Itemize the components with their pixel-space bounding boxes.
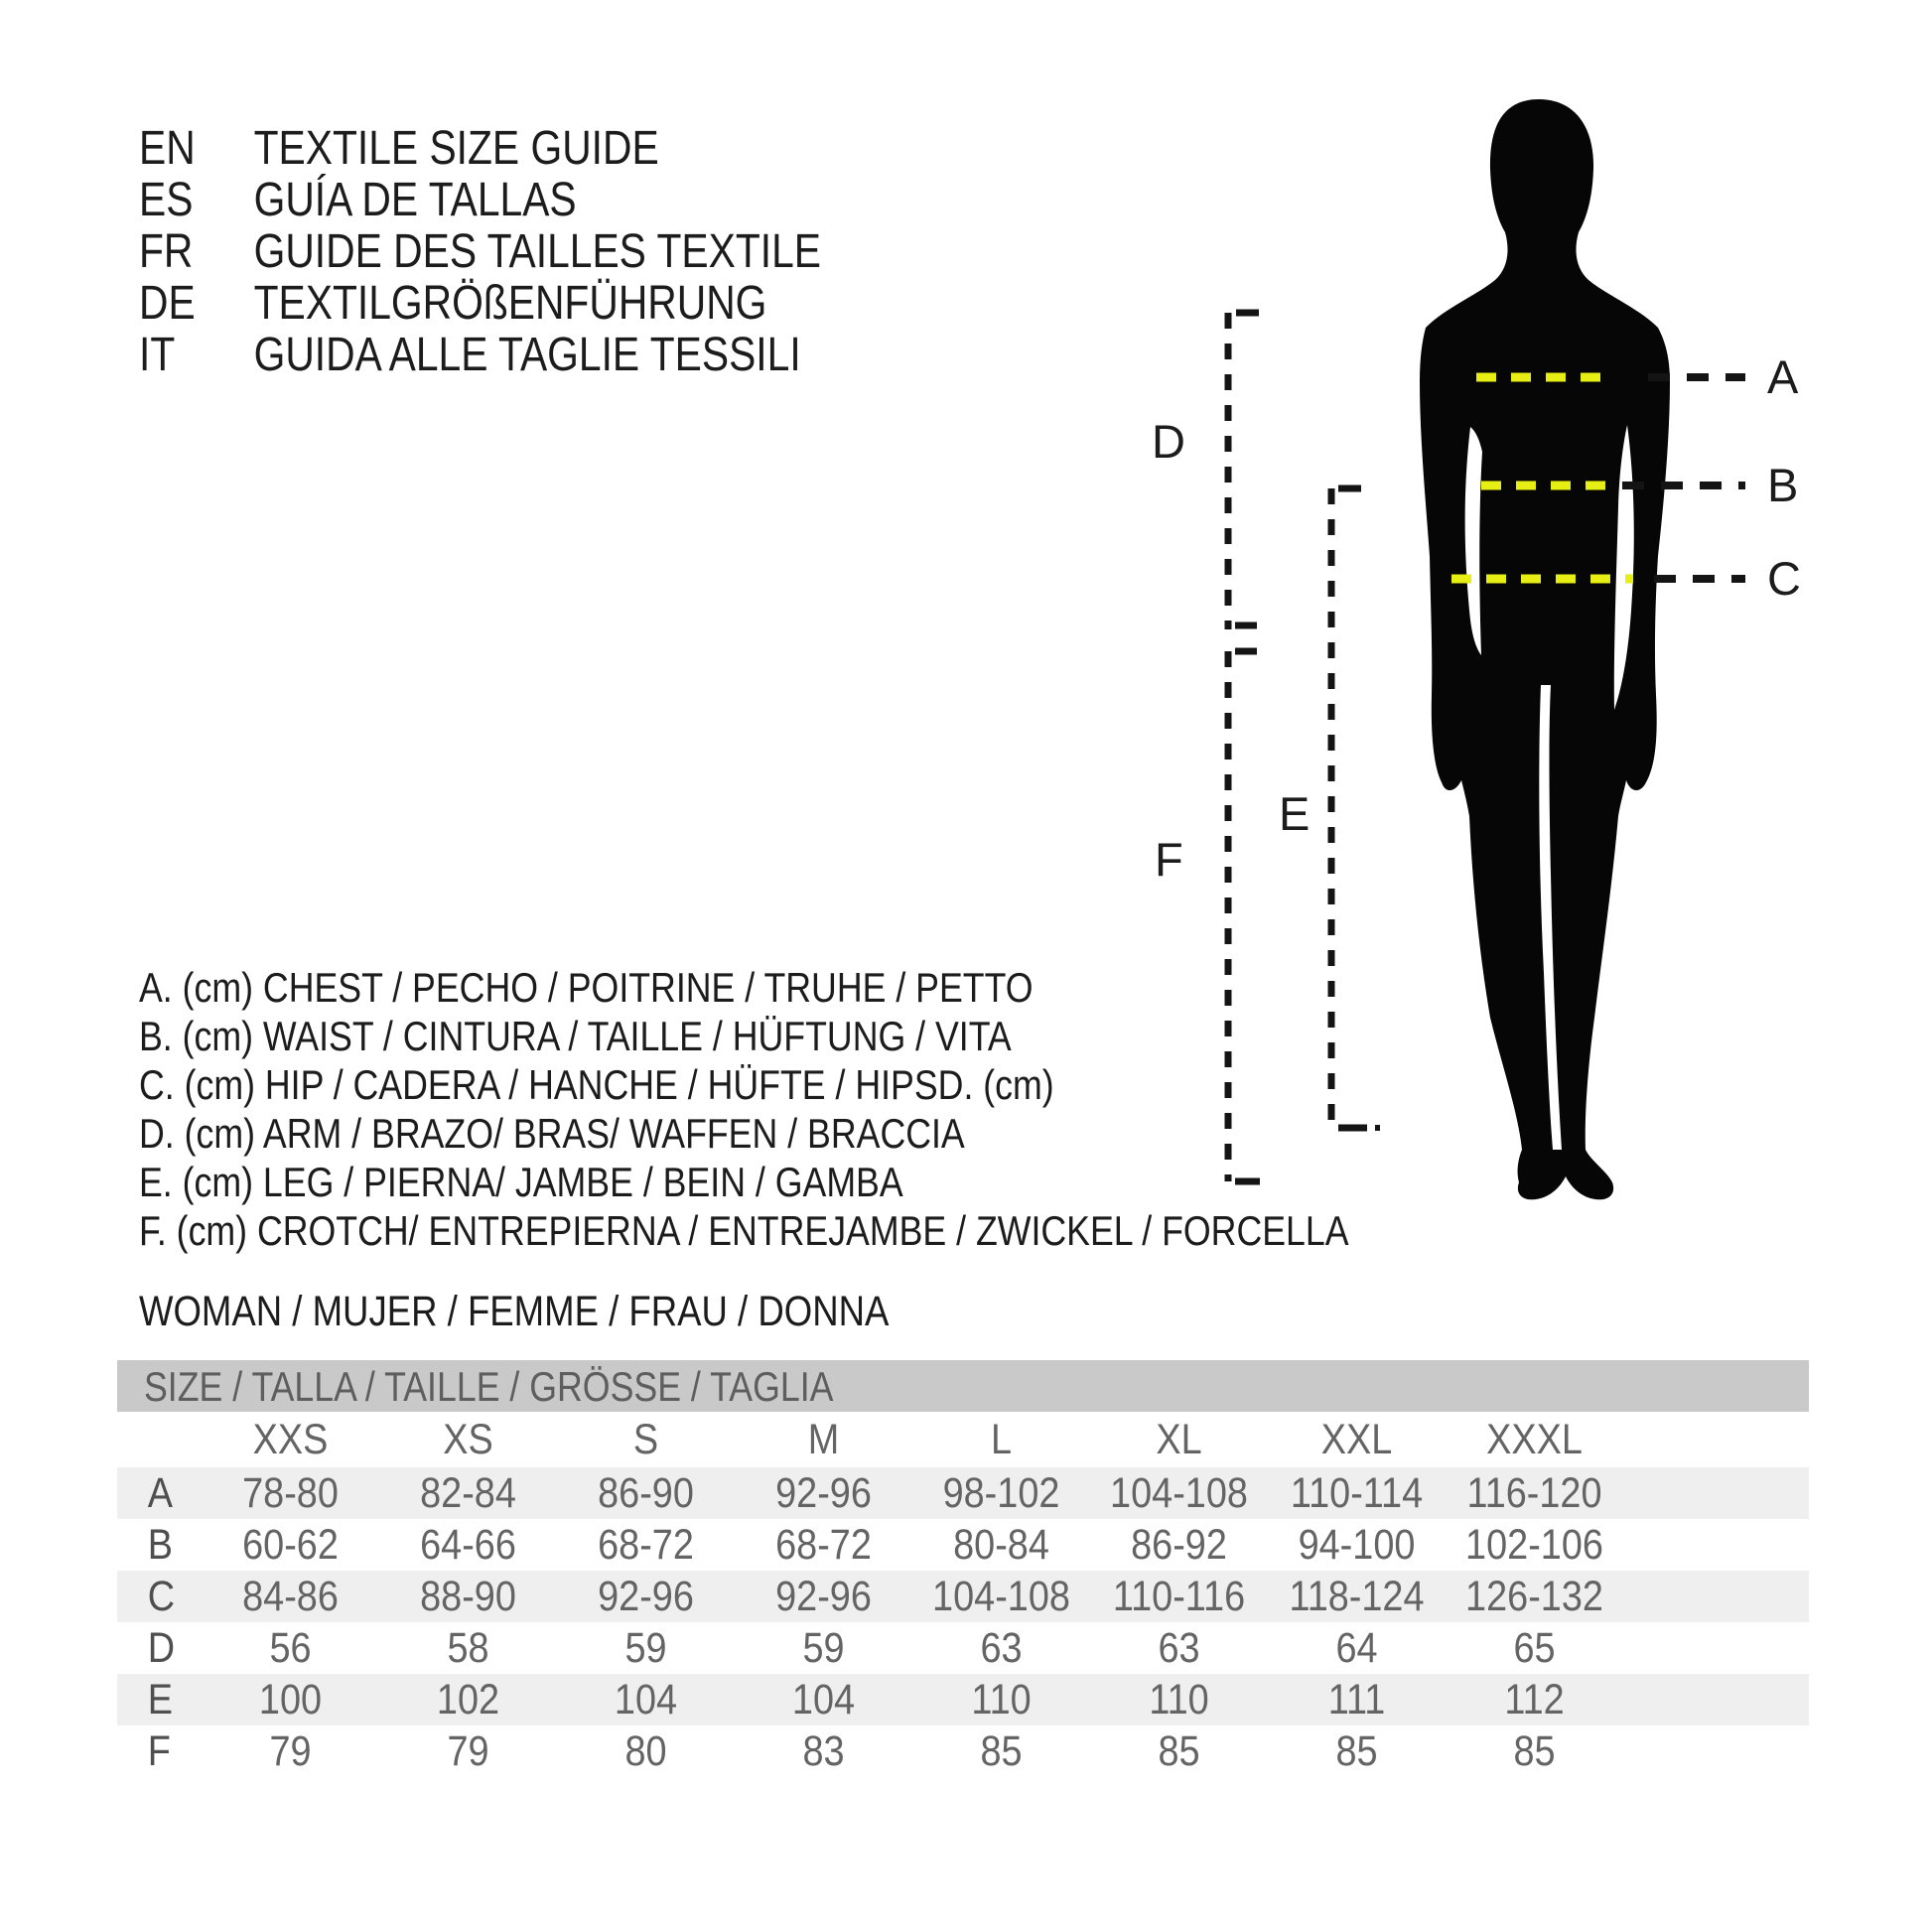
cell-F-xxs: 79 — [269, 1727, 312, 1775]
size-col-xxs: XXS — [252, 1416, 329, 1463]
row-label: F — [147, 1727, 171, 1775]
cell-C-xxxl: 126-132 — [1465, 1573, 1603, 1620]
size-col-xxl: XXL — [1320, 1416, 1393, 1463]
cell-D-s: 59 — [624, 1624, 667, 1672]
guide-title-de: TEXTILGRÖßENFÜHRUNG — [253, 277, 767, 330]
cell-C-xxs: 84-86 — [242, 1573, 339, 1620]
lang-code: DE — [139, 277, 196, 330]
cell-F-l: 85 — [980, 1727, 1023, 1775]
cell-E-xxxl: 112 — [1504, 1676, 1565, 1724]
guide-title-es: GUÍA DE TALLAS — [253, 174, 577, 226]
cell-D-xl: 63 — [1158, 1624, 1200, 1672]
cell-B-s: 68-72 — [598, 1521, 694, 1569]
cell-E-xl: 110 — [1149, 1676, 1209, 1724]
cell-E-l: 110 — [971, 1676, 1032, 1724]
lang-code: EN — [139, 122, 196, 175]
cell-F-xs: 79 — [447, 1727, 489, 1775]
size-col-l: L — [990, 1416, 1013, 1463]
lang-code: ES — [139, 174, 194, 226]
lang-code: IT — [139, 329, 176, 381]
cell-C-s: 92-96 — [598, 1573, 694, 1620]
size-col-s: S — [632, 1416, 659, 1463]
guide-title-fr: GUIDE DES TAILLES TEXTILE — [253, 225, 821, 278]
legend-line-waist: B. (cm) WAIST / CINTURA / TAILLE / HÜFTUNG / VITA — [139, 1013, 1012, 1059]
leg-label: E — [1279, 787, 1311, 840]
cell-F-xxl: 85 — [1335, 1727, 1378, 1775]
size-col-xs: XS — [443, 1416, 493, 1463]
legend-line-arm: D. (cm) ARM / BRAZO/ BRAS/ WAFFEN / BRACCIA — [139, 1110, 965, 1157]
cell-B-xxxl: 102-106 — [1465, 1521, 1603, 1569]
row-label: E — [147, 1676, 174, 1724]
cell-D-xxl: 64 — [1335, 1624, 1378, 1672]
lang-code: FR — [139, 225, 194, 278]
cell-A-m: 92-96 — [775, 1469, 872, 1517]
size-col-m: M — [807, 1416, 840, 1463]
cell-A-xs: 82-84 — [420, 1469, 516, 1517]
cell-E-s: 104 — [614, 1676, 678, 1724]
cell-A-xxxl: 116-120 — [1466, 1469, 1602, 1517]
cell-A-s: 86-90 — [598, 1469, 694, 1517]
cell-A-xxs: 78-80 — [242, 1469, 339, 1517]
cell-D-l: 63 — [980, 1624, 1023, 1672]
table-header-label: SIZE / TALLA / TAILLE / GRÖSSE / TAGLIA — [144, 1363, 834, 1410]
cell-A-xl: 104-108 — [1110, 1469, 1248, 1517]
cell-B-xxs: 60-62 — [242, 1521, 339, 1569]
cell-C-m: 92-96 — [775, 1573, 872, 1620]
legend-line-hip: C. (cm) HIP / CADERA / HANCHE / HÜFTE / HIPSD. (cm) — [139, 1061, 1054, 1108]
legend-line-crotch: F. (cm) CROTCH/ ENTREPIERNA / ENTREJAMBE / ZWICKEL / FORCELLA — [139, 1207, 1349, 1254]
legend-line-leg: E. (cm) LEG / PIERNA/ JAMBE / BEIN / GAMBA — [139, 1159, 903, 1205]
hip-label: C — [1767, 552, 1801, 605]
cell-B-xxl: 94-100 — [1298, 1521, 1416, 1569]
cell-B-l: 80-84 — [953, 1521, 1049, 1569]
cell-D-xxs: 56 — [269, 1624, 312, 1672]
guide-title-it: GUIDA ALLE TAGLIE TESSILI — [253, 329, 801, 381]
cell-B-xs: 64-66 — [420, 1521, 516, 1569]
cell-E-xxl: 111 — [1327, 1676, 1386, 1724]
cell-D-xs: 58 — [447, 1624, 489, 1672]
cell-F-m: 83 — [802, 1727, 845, 1775]
cell-E-xs: 102 — [436, 1676, 500, 1724]
arm-label: D — [1152, 415, 1185, 468]
cell-D-xxxl: 65 — [1513, 1624, 1556, 1672]
cell-B-m: 68-72 — [775, 1521, 872, 1569]
crotch-label: F — [1155, 833, 1183, 886]
size-col-xl: XL — [1156, 1416, 1202, 1463]
size-col-xxxl: XXXL — [1486, 1416, 1583, 1463]
cell-F-xxxl: 85 — [1513, 1727, 1556, 1775]
cell-C-l: 104-108 — [932, 1573, 1070, 1620]
row-label: A — [147, 1469, 174, 1517]
gender-heading: WOMAN / MUJER / FEMME / FRAU / DONNA — [139, 1288, 890, 1335]
cell-A-l: 98-102 — [942, 1469, 1060, 1517]
cell-F-xl: 85 — [1158, 1727, 1200, 1775]
cell-D-m: 59 — [802, 1624, 845, 1672]
guide-title-en: TEXTILE SIZE GUIDE — [253, 122, 659, 175]
cell-C-xs: 88-90 — [420, 1573, 516, 1620]
row-label: D — [147, 1624, 176, 1672]
cell-E-xxs: 100 — [258, 1676, 323, 1724]
cell-F-s: 80 — [624, 1727, 667, 1775]
waist-label: B — [1767, 459, 1799, 511]
cell-C-xl: 110-116 — [1112, 1573, 1246, 1620]
legend-line-chest: A. (cm) CHEST / PECHO / POITRINE / TRUHE / PETTO — [139, 964, 1034, 1011]
row-label: B — [147, 1521, 174, 1569]
cell-A-xxl: 110-114 — [1290, 1469, 1424, 1517]
cell-E-m: 104 — [791, 1676, 856, 1724]
row-label: C — [147, 1573, 176, 1620]
chest-label: A — [1767, 350, 1799, 403]
cell-B-xl: 86-92 — [1131, 1521, 1227, 1569]
cell-C-xxl: 118-124 — [1289, 1573, 1425, 1620]
woman-silhouette-icon — [1420, 99, 1670, 1199]
